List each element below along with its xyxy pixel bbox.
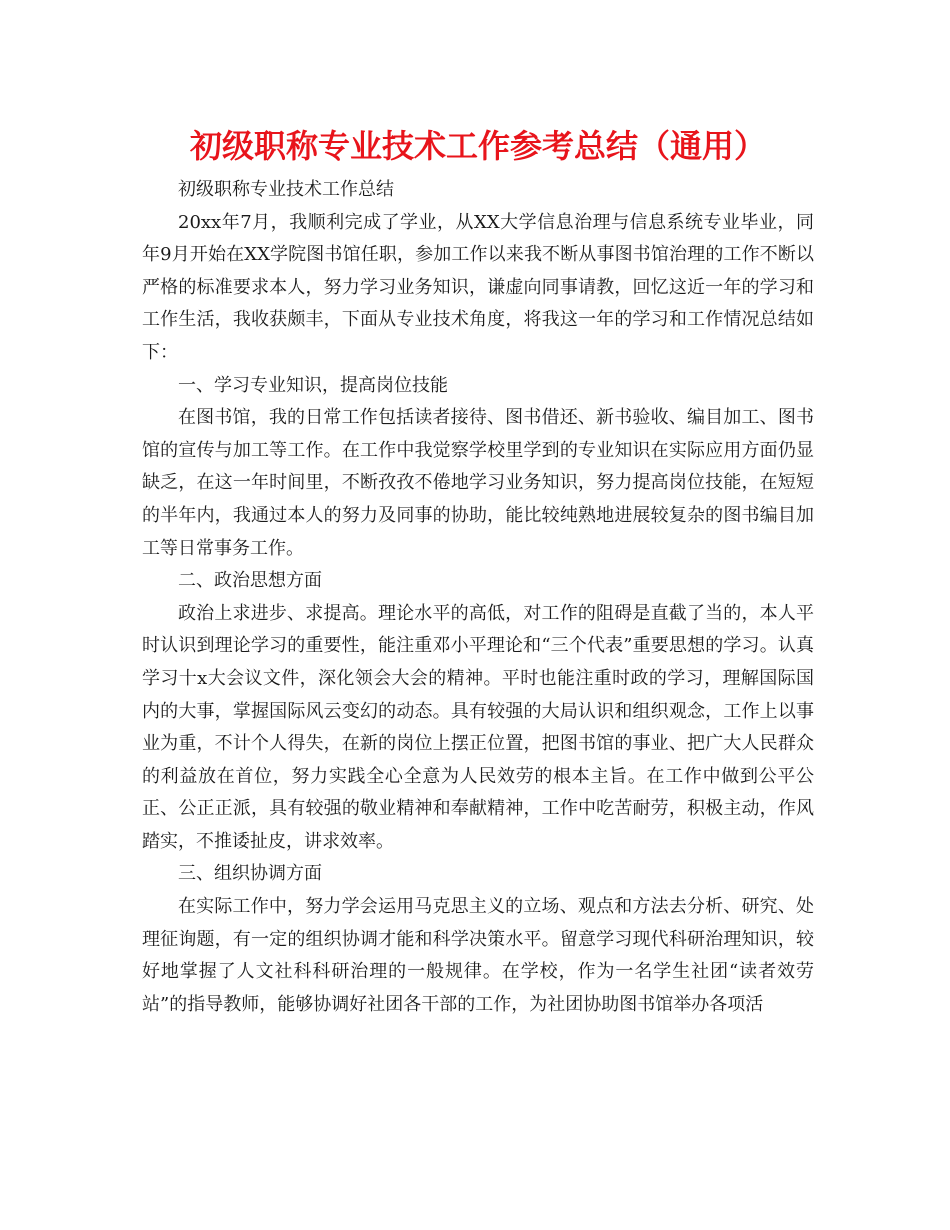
section-heading-1: 一、学习专业知识，提高岗位技能 xyxy=(178,374,448,396)
section-heading-3: 三、组织协调方面 xyxy=(178,863,322,885)
intro-paragraph: 20xx年7月，我顺利完成了学业，从XX大学信息治理与信息系统专业毕业，同年9月开始在XX学院图书馆任职，参加工作以来我不断从事图书馆治理的工作不断以严格的标准要求本人，努力学习业务知识，谦虚向同事请教，回忆这近一年的学习和工作生活，我收获颇丰，下面从专业技术角度，将我这一年的学习和工作情况总结如下： xyxy=(142,211,814,363)
section-3-paragraph: 在实际工作中，努力学会运用马克思主义的立场、观点和方法去分析、研究、处理征询题，有一定的组织协调才能和科学决策水平。留意学习现代科研治理知识，较好地掌握了人文社科科研治理的一般规律。在学校，作为一名学生社团“读者效劳站”的指导教师，能够协调好社团各干部的工作，为社团协助图书馆举办各项活 xyxy=(142,896,814,1015)
document-page xyxy=(142,118,814,1021)
subtitle-paragraph: 初级职称专业技术工作总结 xyxy=(178,179,394,200)
document-title: 初级职称专业技术工作参考总结（通用） xyxy=(189,127,766,165)
section-2-paragraph: 政治上求进步、求提高。理论水平的高低，对工作的阻碍是直截了当的，本人平时认识到理论学习的重要性，能注重邓小平理论和“三个代表”重要思想的学习。认真学习十x大会议文件，深化领会大会的精神。平时也能注重时政的学习，理解国际国内的大事，掌握国际风云变幻的动态。具有较强的大局认识和组织观念，工作上以事业为重，不计个人得失，在新的岗位上摆正位置，把图书馆的事业、把广大人民群众的利益放在首位，努力实践全心全意为人民效劳的根本主旨。在工作中做到公平公正、公正正派，具有较强的敬业精神和奉献精神，工作中吃苦耐劳，积极主动，作风踏实，不推诿扯皮，讲求效率。 xyxy=(142,602,814,852)
document-body xyxy=(142,174,814,1021)
section-1-paragraph: 在图书馆，我的日常工作包括读者接待、图书借还、新书验收、编目加工、图书馆的宣传与加工等工作。在工作中我觉察学校里学到的专业知识在实际应用方面仍显缺乏，在这一年时间里，不断孜孜不倦地学习业务知识，努力提高岗位技能，在短短的半年内，我通过本人的努力及同事的协助，能比较纯熟地进展较复杂的图书编目加工等日常事务工作。 xyxy=(142,407,814,559)
section-heading-2: 二、政治思想方面 xyxy=(178,570,322,592)
